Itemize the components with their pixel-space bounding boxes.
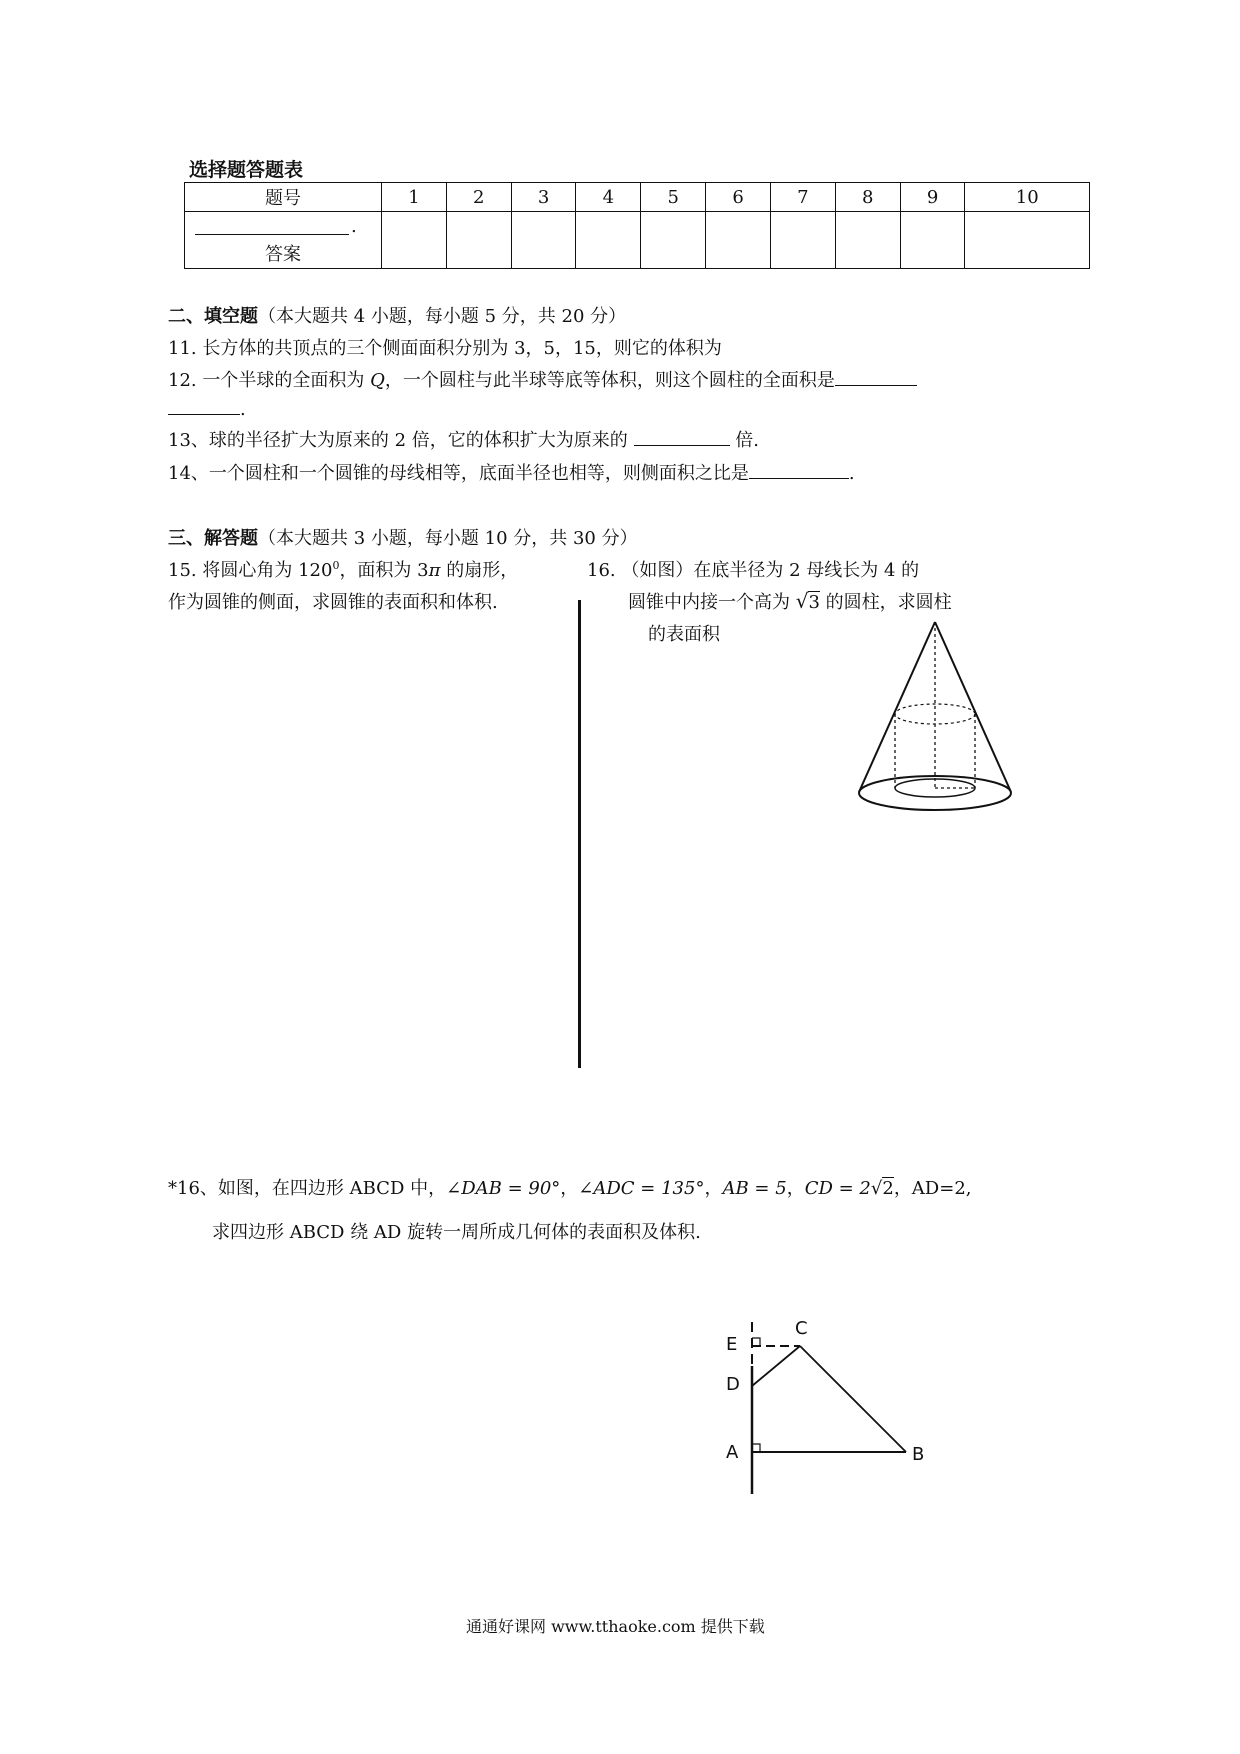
question-16star-line1: *16、如图，在四边形 ABCD 中，∠DAB = 90°，∠ADC = 135°，AB = 5，CD = 2√2，AD=2, bbox=[168, 1178, 972, 1199]
question-number: 3 bbox=[511, 183, 576, 212]
question-number: 10 bbox=[965, 183, 1090, 212]
question-12-cont: . bbox=[168, 396, 246, 420]
sqrt-symbol: √ bbox=[870, 1178, 883, 1199]
question-12: 12. 一个半球的全面积为 Q，一个圆柱与此半球等底等体积，则这个圆柱的全面积是 bbox=[168, 366, 917, 392]
column-divider bbox=[578, 600, 581, 1068]
question-16-line3: 的表面积 bbox=[648, 624, 720, 645]
answer-cell[interactable] bbox=[900, 212, 965, 269]
q12-blank[interactable] bbox=[835, 367, 917, 386]
question-number: 6 bbox=[706, 183, 771, 212]
q14-blank[interactable] bbox=[749, 460, 849, 479]
page-footer: 通通好课网 www.tthaoke.com 提供下载 bbox=[466, 1617, 765, 1636]
question-number: 1 bbox=[382, 183, 447, 212]
question-number-header: 题号 bbox=[185, 183, 382, 212]
label-D: D bbox=[726, 1374, 740, 1395]
answer-cell[interactable] bbox=[835, 212, 900, 269]
label-C: C bbox=[795, 1318, 808, 1339]
cone-cylinder-figure bbox=[855, 620, 1025, 820]
question-15-line1: 15. 将圆心角为 $120^0$，面积为 3π 的扇形， bbox=[168, 559, 519, 581]
sqrt-symbol: √ bbox=[795, 589, 809, 613]
section2-heading: 二、填空题 bbox=[168, 306, 258, 327]
answer-header-dot: . bbox=[351, 216, 357, 237]
section3-note: （本大题共 3 小题，每小题 10 分，共 30 分） bbox=[258, 528, 638, 549]
answer-cell[interactable] bbox=[576, 212, 641, 269]
answer-cell[interactable] bbox=[965, 212, 1090, 269]
q13-blank[interactable] bbox=[634, 427, 730, 446]
answer-cell[interactable] bbox=[706, 212, 771, 269]
answer-cell[interactable] bbox=[382, 212, 447, 269]
section2-header bbox=[168, 302, 626, 328]
answer-cell[interactable] bbox=[641, 212, 706, 269]
q12-symbol: Q bbox=[370, 370, 385, 391]
question-number: 4 bbox=[576, 183, 641, 212]
answer-table-title: 选择题答题表 bbox=[189, 159, 304, 181]
label-E: E bbox=[726, 1334, 738, 1355]
question-16-line2: 圆锥中内接一个高为 √3 的圆柱，求圆柱 bbox=[628, 589, 952, 613]
cond-angle-adc: ∠ADC = 135° bbox=[578, 1178, 705, 1199]
answer-header-blank bbox=[195, 218, 349, 235]
quadrilateral-figure bbox=[712, 1318, 972, 1508]
section2-note: （本大题共 4 小题，每小题 5 分，共 20 分） bbox=[258, 306, 627, 327]
answer-table bbox=[184, 182, 1090, 269]
section3-header bbox=[168, 524, 638, 550]
section3-heading: 三、解答题 bbox=[168, 528, 258, 549]
answer-cell[interactable] bbox=[770, 212, 835, 269]
question-15-line2: 作为圆锥的侧面，求圆锥的表面积和体积. bbox=[168, 592, 498, 613]
question-number: 5 bbox=[641, 183, 706, 212]
question-number: 2 bbox=[446, 183, 511, 212]
question-number: 8 bbox=[835, 183, 900, 212]
question-13: 13、球的半径扩大为原来的 2 倍，它的体积扩大为原来的 倍. bbox=[168, 426, 759, 452]
answer-cell[interactable] bbox=[511, 212, 576, 269]
question-16-line1: 16. （如图）在底半径为 2 母线长为 4 的 bbox=[587, 560, 920, 581]
question-16star-line2: 求四边形 ABCD 绕 AD 旋转一周所成几何体的表面积及体积. bbox=[212, 1222, 701, 1243]
answer-cell[interactable] bbox=[446, 212, 511, 269]
cond-angle-dab: ∠DAB = 90° bbox=[446, 1178, 561, 1199]
question-14: 14、一个圆柱和一个圆锥的母线相等，底面半径也相等，则侧面积之比是 . bbox=[168, 459, 855, 485]
answer-header-cell bbox=[185, 212, 382, 269]
cond-ab: AB = 5 bbox=[722, 1178, 787, 1199]
q12-blank-cont[interactable] bbox=[168, 396, 240, 415]
answer-header-label: 答案 bbox=[265, 244, 301, 265]
label-B: B bbox=[912, 1444, 925, 1465]
question-number: 9 bbox=[900, 183, 965, 212]
question-11: 11. 长方体的共顶点的三个侧面面积分别为 3，5，15，则它的体积为 bbox=[168, 338, 722, 359]
cond-cd: CD = 2 bbox=[804, 1178, 871, 1199]
question-number: 7 bbox=[770, 183, 835, 212]
label-A: A bbox=[726, 1442, 739, 1463]
